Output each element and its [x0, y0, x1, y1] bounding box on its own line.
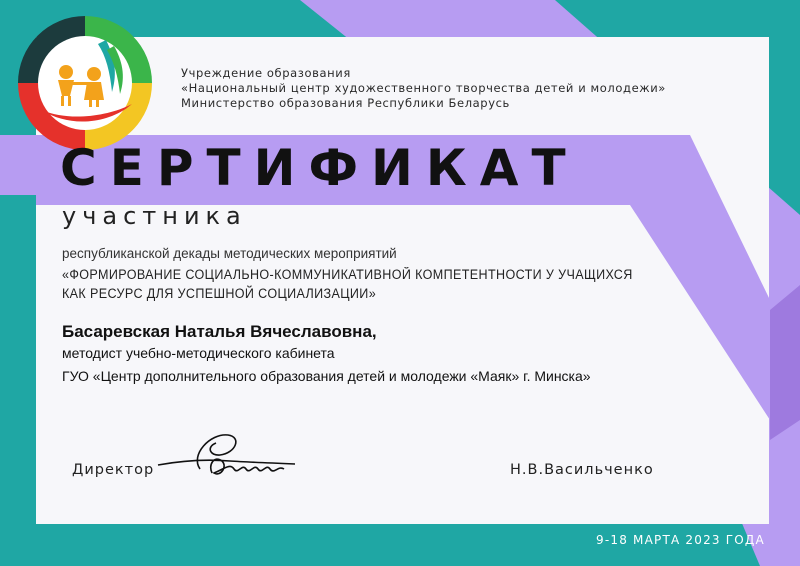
event-name-line-1: «ФОРМИРОВАНИЕ СОЦИАЛЬНО-КОММУНИКАТИВНОЙ КОМПЕТЕНТНОСТИ У УЧАЩИХСЯ — [62, 267, 633, 282]
children-circle-logo — [14, 12, 156, 154]
certificate-title: СЕРТИФИКАТ — [60, 139, 579, 197]
institution-line-1: Учреждение образования — [181, 66, 351, 80]
event-name-line-2: КАК РЕСУРС ДЛЯ УСПЕШНОЙ СОЦИАЛИЗАЦИИ» — [62, 286, 377, 301]
signer-name: Н.В.Васильченко — [510, 462, 654, 478]
recipient-organization: ГУО «Центр дополнительного образования детей и молодежи «Маяк» г. Минска» — [62, 368, 591, 384]
institution-line-3: Министерство образования Республики Беларусь — [181, 96, 510, 110]
signature-role: Директор — [72, 462, 155, 478]
recipient-position: методист учебно-методического кабинета — [62, 345, 335, 361]
institution-line-2: «Национальный центр художественного творчества детей и молодежи» — [181, 81, 666, 95]
event-dates: 9-18 МАРТА 2023 ГОДА — [596, 533, 765, 547]
certificate-subtitle: участника — [62, 202, 247, 230]
event-name — [62, 265, 633, 303]
recipient-name: Басаревская Наталья Вячеславовна, — [62, 322, 377, 341]
handwritten-signature — [150, 425, 300, 485]
institution-header — [181, 66, 666, 111]
event-intro: республиканской декады методических мероприятий — [62, 246, 397, 261]
